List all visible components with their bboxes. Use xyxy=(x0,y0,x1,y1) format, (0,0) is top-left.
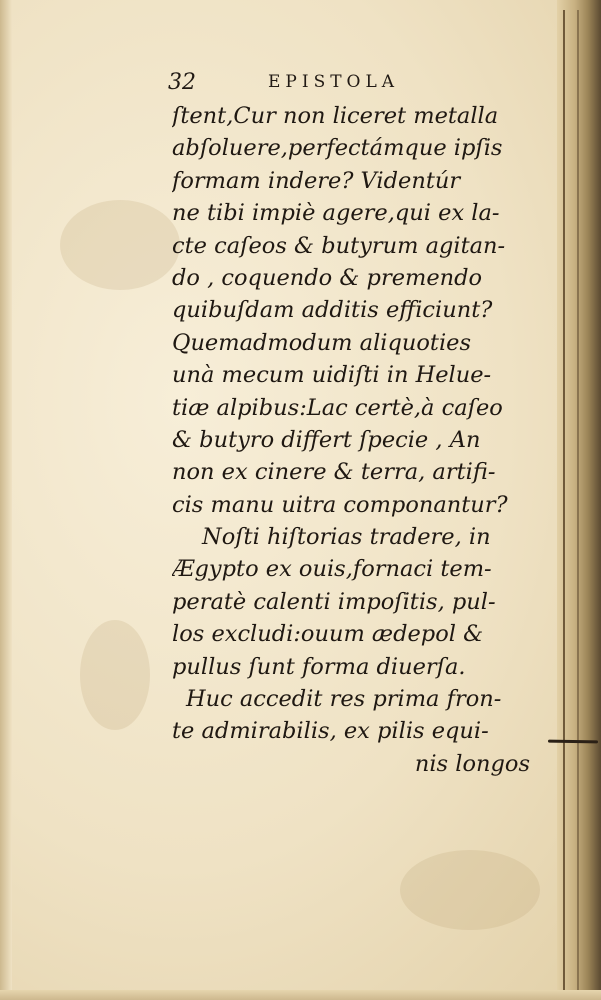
text-line: non ex cinere & terra, artifi- xyxy=(172,459,496,486)
page-bottom-edge xyxy=(0,990,601,1000)
page-fold-mark xyxy=(548,740,598,744)
page-gutter-shadow xyxy=(0,0,12,1000)
text-line: quibuſdam additis efficiunt? xyxy=(172,297,493,324)
text-line: Huc accedit res prima fron- xyxy=(186,686,502,713)
text-line: unà mecum uidiſti in Helue- xyxy=(172,362,492,389)
text-line: Noſti hiſtorias tradere, in xyxy=(202,524,491,551)
text-line: te admirabilis, ex pilis equi- xyxy=(172,718,489,745)
text-line: cte caſeos & butyrum agitan- xyxy=(172,232,506,259)
text-line: ſtent,Cur non liceret metalla xyxy=(172,103,499,129)
text-line: & butyro differt ſpecie , An xyxy=(172,426,481,453)
text-line: tiæ alpibus:Lac certè,à caſeo xyxy=(172,394,503,421)
text-line: cis manu uitra componantur? xyxy=(172,491,508,518)
page-number: 32 xyxy=(168,70,196,95)
text-line: ne tibi impiè agere,qui ex la- xyxy=(172,200,500,227)
paper-stain xyxy=(60,200,180,290)
paper-stain xyxy=(80,620,150,730)
catchword: nis longos xyxy=(414,750,530,777)
text-line: abſoluere,perfectámque ipſis xyxy=(172,135,503,162)
text-line: peratè calenti impoſitis, pul- xyxy=(172,588,496,615)
page-header xyxy=(168,70,438,104)
page-fore-edge xyxy=(557,0,601,1000)
page-edge-line xyxy=(563,10,565,1000)
text-line: formam indere? Videntúr xyxy=(172,167,461,194)
text-line: Ægypto ex ouis,fornaci tem- xyxy=(172,556,492,583)
running-head: EPISTOLA xyxy=(268,72,400,92)
text-line: pullus ſunt forma diuerſa. xyxy=(172,653,466,680)
body-text xyxy=(172,100,532,780)
text-line: Quemadmodum aliquoties xyxy=(172,329,472,356)
page-edge-line xyxy=(577,10,579,1000)
text-line: los excludi:ouum ædepol & xyxy=(172,621,484,648)
text-line: do , coquendo & premendo xyxy=(172,264,483,291)
paper-stain xyxy=(400,850,540,930)
